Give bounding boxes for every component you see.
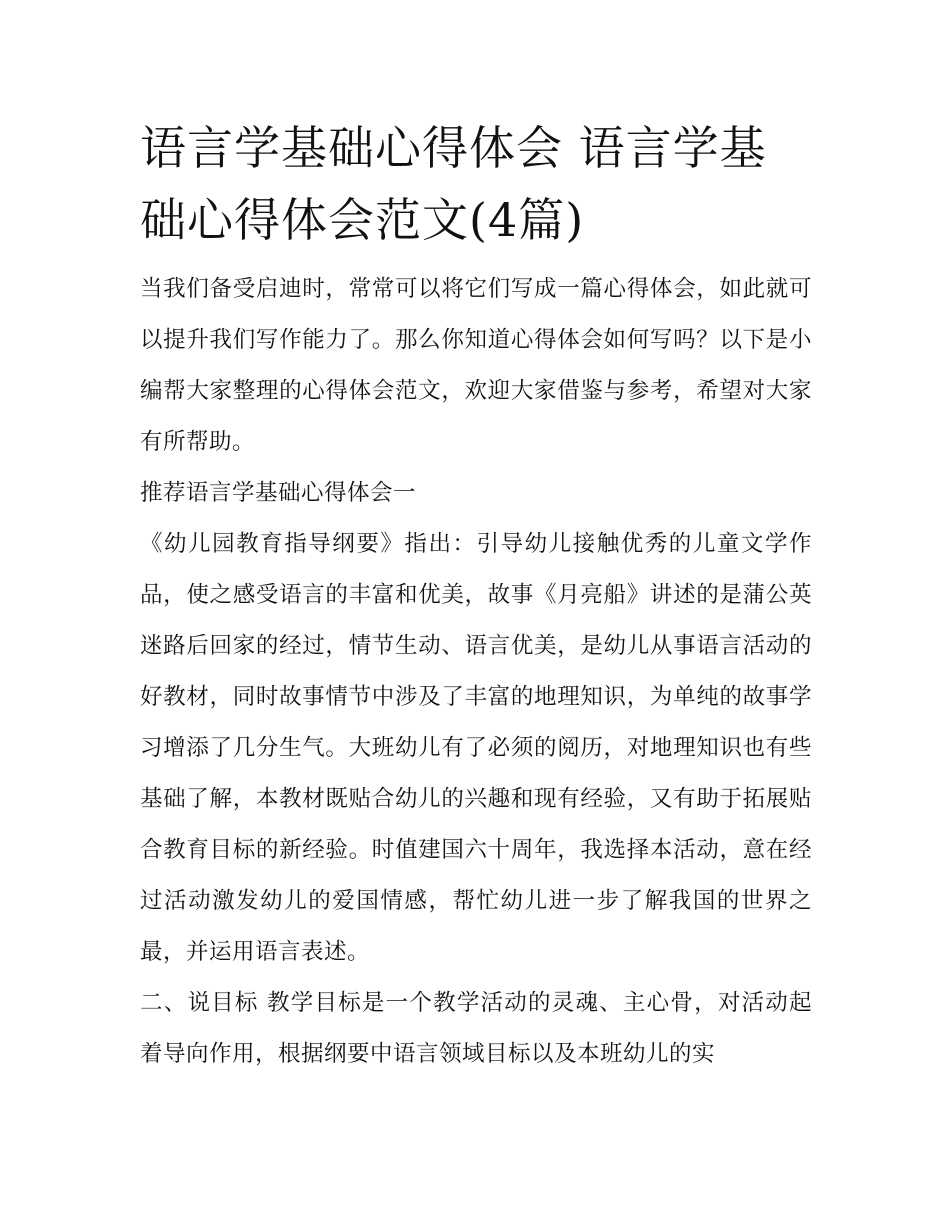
document-page — [140, 112, 812, 1080]
intro-paragraph: 当我们备受启迪时，常常可以将它们写成一篇心得体会，如此就可以提升我们写作能力了。那么你知道心得体会如何写吗？以下是小编帮大家整理的心得体会范文，欢迎大家借鉴与参考，希望对大家有所帮助。 — [140, 276, 812, 455]
body-paragraph: 二、说目标 教学目标是一个教学活动的灵魂、主心骨，对活动起着导向作用，根据纲要中语言领域目标以及本班幼儿的实 — [140, 990, 812, 1067]
document-title: 语言学基础心得体会 语言学基础心得体会范文(4篇) — [140, 121, 767, 247]
body-paragraph: 《幼儿园教育指导纲要》指出：引导幼儿接触优秀的儿童文学作品，使之感受语言的丰富和优美，故事《月亮船》讲述的是蒲公英迷路后回家的经过，情节生动、语言优美，是幼儿从事语言活动的好教材，同时故事情节中涉及了丰富的地理知识，为单纯的故事学习增添了几分生气。大班幼儿有了必须的阅历，对地理知识也有些基础了解，本教材既贴合幼儿的兴趣和现有经验，又有助于拓展贴合教育目标的新经验。时值建国六十周年，我选择本活动，意在经过活动激发幼儿的爱国情感，帮忙幼儿进一步了解我国的世界之最，并运用语言表述。 — [140, 531, 812, 965]
section-heading: 推荐语言学基础心得体会一 — [140, 480, 417, 506]
